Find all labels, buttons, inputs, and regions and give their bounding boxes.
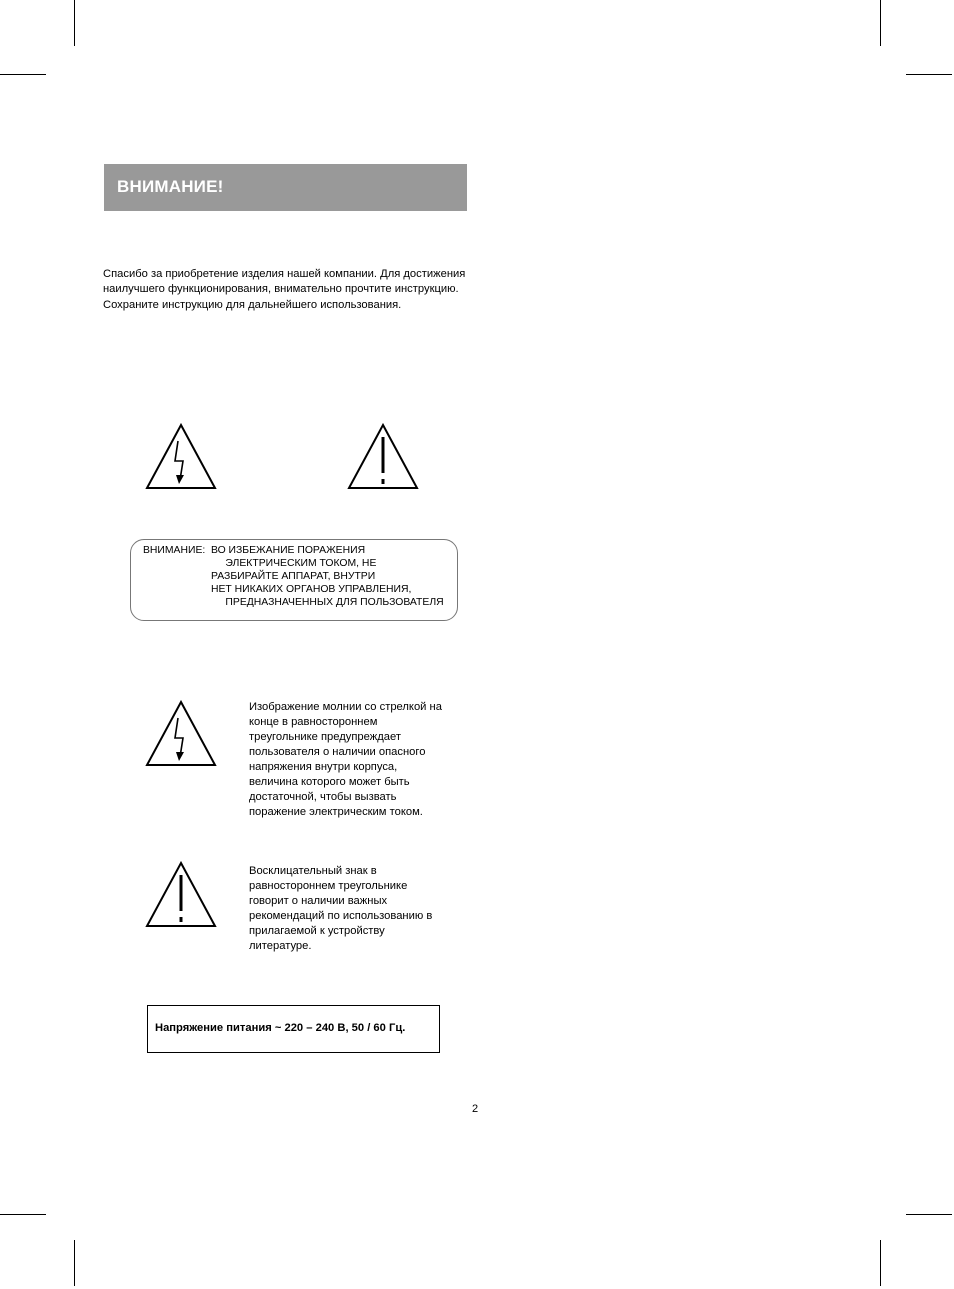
exclamation-description: Восклицательный знак в равностороннем треугольнике говорит о наличии важных рекомендаций по использованию в прилагаемой к устройству литературе.: [249, 865, 433, 952]
crop-mark: [880, 0, 881, 46]
exclamation-triangle-icon: [145, 861, 217, 928]
crop-mark: [906, 74, 952, 75]
lightning-description: Изображение молнии со стрелкой на конце в равностороннем треугольнике предупреждает пользователя о наличии опасного напряжения внутри корпуса, величина которого может быть достаточной, чтобы вызвать поражение электрическим током.: [249, 701, 442, 818]
crop-mark: [0, 74, 46, 75]
crop-mark: [74, 0, 75, 46]
voltage-text: Напряжение питания ~ 220 – 240 В, 50 / 60 Гц.: [155, 1022, 406, 1034]
crop-mark: [880, 1240, 881, 1286]
page-title: ВНИМАНИЕ!: [117, 177, 224, 196]
page-number: 2: [472, 1103, 479, 1115]
warning-text: ВО ИЗБЕЖАНИЕ ПОРАЖЕНИЯ ЭЛЕКТРИЧЕСКИМ ТОКОМ, НЕ РАЗБИРАЙТЕ АППАРАТ, ВНУТРИ НЕТ НИКАКИХ ОРГАНОВ УПРАВЛЕНИЯ, ПРЕДНАЗНАЧЕННЫХ ДЛЯ ПОЛЬЗОВАТЕЛЯ: [211, 545, 444, 608]
lightning-triangle-icon: [145, 700, 217, 767]
crop-mark: [0, 1214, 46, 1215]
header-bar: [104, 164, 467, 211]
voltage-box: [147, 1005, 440, 1053]
exclamation-triangle-icon: [347, 423, 419, 490]
intro-paragraph: Спасибо за приобретение изделия нашей компании. Для достижения наилучшего функционирования, внимательно прочтите инструкцию. Сохраните инструкцию для дальнейшего использования.: [103, 268, 466, 311]
crop-mark: [74, 1240, 75, 1286]
warning-box: [130, 539, 458, 621]
lightning-triangle-icon: [145, 423, 217, 490]
crop-mark: [906, 1214, 952, 1215]
warning-label: ВНИМАНИЕ:: [143, 545, 206, 556]
